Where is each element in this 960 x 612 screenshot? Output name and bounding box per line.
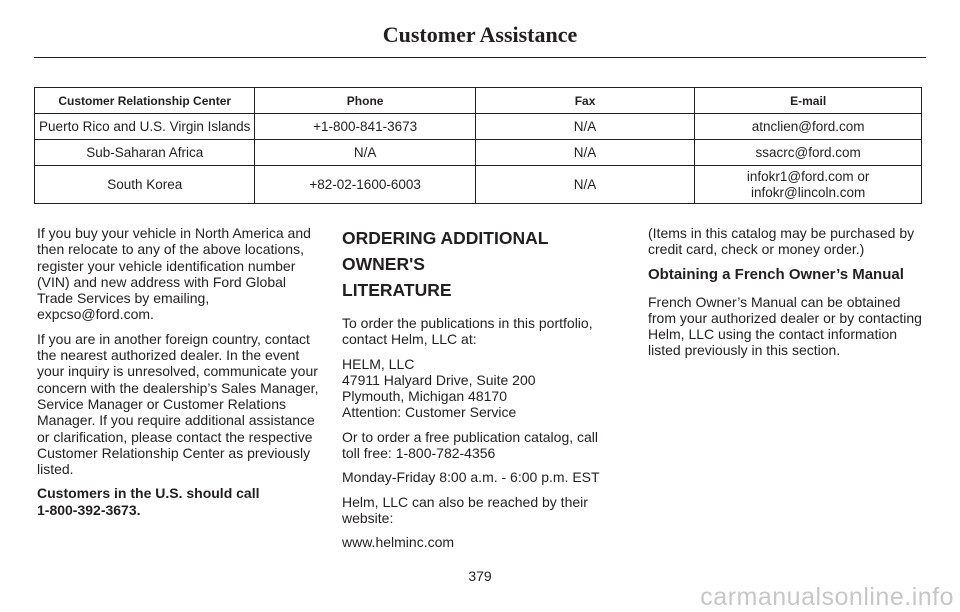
email-line: infokr1@ford.com or [746, 168, 870, 184]
text-line: contact Helm, LLC at: [342, 331, 477, 348]
text-line: Or to order a free publication catalog, call [342, 428, 599, 445]
text-line: Helm, LLC can also be reached by their [342, 493, 588, 510]
address-line: 47911 Halyard Drive, Suite 200 [342, 371, 536, 388]
paragraph [342, 494, 624, 527]
address-line: HELM, LLC [342, 355, 415, 372]
cell-email: atnclien@ford.com [695, 114, 922, 140]
paragraph [342, 429, 624, 462]
paragraph [37, 225, 325, 323]
column-header-fax: Fax [475, 88, 695, 114]
text-line: then relocate to any of the above locations, [37, 241, 304, 258]
text-line: French Owner’s Manual can be obtained [648, 293, 901, 310]
address-line: Attention: Customer Service [342, 404, 517, 421]
cell-phone: N/A [255, 140, 475, 166]
text-line: expcso@ford.com. [37, 306, 154, 323]
cell-fax: N/A [475, 114, 695, 140]
text-line: Helm, LLC using the contact information [648, 326, 898, 343]
website-url: www.helminc.com [342, 534, 455, 551]
cell-fax: N/A [475, 166, 695, 204]
email-line: infokr@lincoln.com [751, 184, 866, 200]
text-line: your inquiry is unresolved, communicate your [37, 363, 318, 380]
text-line: Service Manager or Customer Relations [37, 395, 286, 412]
cell-fax: N/A [475, 140, 695, 166]
heading-line: ORDERING ADDITIONAL OWNER'S [342, 228, 549, 274]
cell-phone: +1-800-841-3673 [255, 114, 475, 140]
cell-center: Sub-Saharan Africa [35, 140, 255, 166]
text-line: To order the publications in this portfolio, [342, 315, 593, 331]
cell-email [695, 166, 922, 204]
address-line: Plymouth, Michigan 48170 [342, 388, 507, 405]
address-block [342, 356, 624, 421]
column-header-phone: Phone [255, 88, 475, 114]
text-line: Trade Services by emailing, [37, 290, 210, 307]
text-column-1 [37, 225, 325, 526]
text-line: (Items in this catalog may be purchased by [648, 225, 915, 241]
heading-line: LITERATURE [342, 280, 452, 300]
text-line: from your authorized dealer or by contacting [648, 309, 922, 326]
text-line: toll free: 1-800-782-4356 [342, 445, 496, 462]
text-line: register your vehicle identification number [37, 257, 296, 274]
table-row [35, 114, 922, 140]
cell-email: ssacrc@ford.com [695, 140, 922, 166]
paragraph [37, 331, 325, 478]
sub-heading: Obtaining a French Owner’s Manual [648, 265, 904, 283]
text-column-2 [342, 225, 624, 559]
table-row [35, 166, 922, 204]
paragraph-emphasis [37, 485, 325, 518]
text-line: Customer Relationship Center as previously [37, 444, 311, 461]
paragraph [648, 225, 930, 258]
text-line: 1-800-392-3673. [37, 501, 141, 518]
text-column-3 [648, 225, 930, 367]
text-line: credit card, check or money order.) [648, 241, 865, 258]
text-line: Manager. If you require additional assistance [37, 412, 315, 429]
text-line: Customers in the U.S. should call [37, 485, 260, 502]
cell-center: South Korea [35, 166, 255, 204]
text-line: or clarification, please contact the respective [37, 428, 313, 445]
business-hours: Monday-Friday 8:00 a.m. - 6:00 p.m. EST [342, 469, 600, 486]
column-header-email: E-mail [695, 88, 922, 114]
text-line: If you are in another foreign country, contact [37, 330, 310, 347]
table-header-row [35, 88, 922, 114]
text-line: If you buy your vehicle in North America and [37, 225, 311, 241]
cell-center: Puerto Rico and U.S. Virgin Islands [35, 114, 255, 140]
paragraph [342, 315, 624, 348]
section-heading [342, 225, 624, 303]
watermark-text: carmanualsonline.info [700, 583, 954, 611]
text-line: concern with the dealership’s Sales Manager, [37, 379, 319, 396]
page-title: Customer Assistance [382, 22, 578, 47]
page-number: 379 [468, 568, 492, 584]
header-divider [34, 57, 926, 58]
text-line: the nearest authorized dealer. In the event [37, 347, 300, 364]
cell-phone: +82-02-1600-6003 [255, 166, 475, 204]
paragraph [648, 294, 930, 359]
table-row [35, 140, 922, 166]
customer-relationship-table [34, 87, 922, 204]
text-line: website: [342, 509, 394, 526]
column-header-center: Customer Relationship Center [35, 88, 255, 114]
text-line: listed previously in this section. [648, 342, 841, 359]
text-line: (VIN) and new address with Ford Global [37, 273, 286, 290]
text-line: listed. [37, 461, 74, 478]
